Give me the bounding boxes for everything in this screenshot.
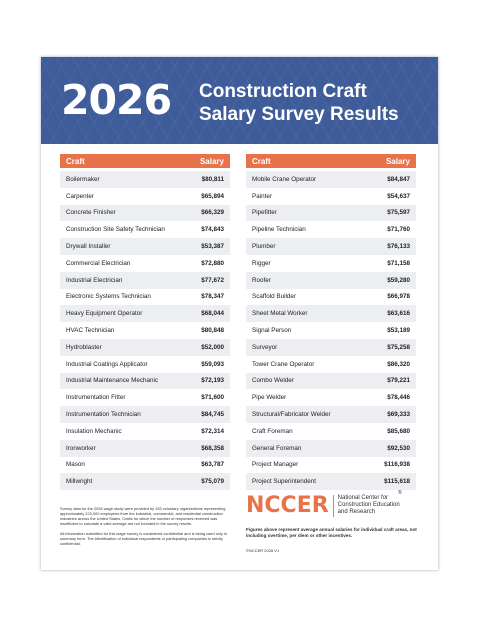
salary-cell: $66,978 (387, 293, 410, 301)
salary-cell: $86,320 (387, 360, 410, 368)
table-header (60, 154, 230, 168)
table-row (246, 389, 416, 406)
craft-cell: Craft Foreman (252, 427, 293, 435)
salary-cell: $63,787 (201, 461, 224, 469)
table-row (60, 389, 230, 406)
salary-cell: $78,446 (387, 394, 410, 402)
salary-cell: $116,938 (384, 461, 410, 469)
org-line-2: Construction Education (337, 502, 400, 508)
table-row (246, 289, 416, 306)
table-row (60, 356, 230, 373)
craft-cell: Industrial Coatings Applicator (66, 360, 148, 368)
confidentiality-note: All information submitted for this wage survey is considered confidential and is being used only in summary form. The identification of individual respondents or participating companies is strictly confidential. (60, 531, 227, 546)
salary-cell: $84,745 (201, 411, 224, 419)
salary-cell: $79,221 (387, 377, 410, 385)
salary-cell: $71,158 (387, 259, 410, 267)
table-row (246, 473, 416, 490)
table-row (60, 440, 230, 457)
table-row (60, 188, 230, 205)
craft-cell: Instrumentation Technician (66, 411, 141, 419)
salary-cell: $72,193 (201, 377, 224, 385)
craft-cell: Scaffold Builder (252, 293, 296, 301)
craft-cell: Electronic Systems Technician (66, 293, 151, 301)
craft-cell: Boilermaker (66, 175, 100, 183)
table-row (60, 305, 230, 322)
craft-column-header: Craft (252, 156, 271, 166)
craft-cell: Rigger (252, 259, 271, 267)
table-row (246, 457, 416, 474)
salary-column-header: Salary (385, 156, 410, 166)
craft-cell: Project Manager (252, 461, 299, 469)
craft-cell: Roofer (252, 276, 271, 284)
table-row (60, 423, 230, 440)
salary-cell: $80,811 (201, 175, 224, 183)
craft-cell: Industrial Electrician (66, 276, 123, 284)
craft-cell: Ironworker (66, 444, 96, 452)
table-row (60, 473, 230, 490)
salary-cell: $68,358 (201, 444, 224, 452)
craft-cell: Signal Person (252, 327, 292, 335)
salary-cell: $78,347 (201, 293, 224, 301)
org-line-3: and Research (337, 509, 376, 515)
craft-cell: Pipefitter (252, 209, 277, 217)
salary-cell: $75,079 (201, 478, 224, 486)
salary-cell: $69,333 (387, 411, 410, 419)
header-banner (41, 57, 438, 144)
table-row (60, 373, 230, 390)
craft-column-header: Craft (66, 156, 85, 166)
survey-year: 2026 (61, 76, 172, 124)
salary-cell: $76,133 (387, 243, 410, 251)
survey-methodology-note: Survey data for the 2026 wage study were provided by 153 voluntary organizations representing approximately 223,000 employees from the industrial, commercial, and residential construction industries across the United States. Crafts for which the number of responses received was insufficient to calculate a valid average are not included in the survey results. (60, 506, 226, 526)
salary-cell: $75,597 (387, 209, 410, 217)
craft-cell: Combo Welder (252, 377, 294, 385)
table-row (246, 305, 416, 322)
nccer-logo (246, 493, 418, 518)
salary-column-header: Salary (199, 156, 224, 166)
registered-mark: ® (398, 490, 402, 496)
salary-table-left (60, 154, 230, 490)
salary-cell: $92,530 (387, 444, 410, 452)
title-line-2: Salary Survey Results (199, 104, 399, 125)
salary-cell: $75,258 (387, 343, 410, 351)
salary-cell: $74,843 (201, 226, 224, 234)
craft-cell: Commercial Electrician (66, 259, 131, 267)
salary-cell: $68,044 (201, 310, 224, 318)
nccer-logo-mark: NCCER (246, 493, 329, 518)
table-row (60, 457, 230, 474)
salary-cell: $71,600 (201, 394, 224, 402)
table-body (60, 171, 230, 490)
craft-cell: Mobile Crane Operator (252, 175, 317, 183)
table-row (246, 205, 416, 222)
salary-table-right (246, 154, 416, 490)
table-row (246, 440, 416, 457)
copyright: ©NCCER 2026 V1 (246, 548, 280, 553)
table-row (246, 171, 416, 188)
table-header (246, 154, 416, 168)
salary-cell: $115,618 (384, 478, 410, 486)
craft-cell: General Foreman (252, 444, 302, 452)
craft-cell: Plumber (252, 243, 276, 251)
craft-cell: Instrumentation Fitter (66, 394, 126, 402)
table-row (246, 221, 416, 238)
salary-cell: $85,680 (387, 427, 410, 435)
table-row (246, 406, 416, 423)
salary-cell: $71,760 (387, 226, 410, 234)
salary-cell: $53,387 (201, 243, 224, 251)
org-line-1: National Center for (337, 495, 389, 501)
craft-cell: Hydroblaster (66, 343, 102, 351)
table-row (60, 272, 230, 289)
craft-cell: Construction Site Safety Technician (66, 226, 165, 234)
craft-cell: Structural/Fabricator Welder (252, 411, 331, 419)
table-row (246, 238, 416, 255)
organization-name (338, 495, 418, 516)
craft-cell: Tower Crane Operator (252, 360, 315, 368)
craft-cell: Project Superintendent (252, 478, 317, 486)
table-body (246, 171, 416, 490)
table-row (246, 373, 416, 390)
salary-cell: $63,616 (387, 310, 410, 318)
salary-cell: $77,672 (201, 276, 224, 284)
table-row (60, 406, 230, 423)
table-row (60, 255, 230, 272)
salary-cell: $84,847 (387, 175, 410, 183)
craft-cell: Pipeline Technician (252, 226, 306, 234)
table-row (246, 322, 416, 339)
salary-cell: $72,880 (201, 259, 224, 267)
craft-cell: Insulation Mechanic (66, 427, 122, 435)
salary-cell: $52,000 (201, 343, 224, 351)
salary-cell: $59,093 (201, 360, 224, 368)
table-row (246, 356, 416, 373)
salary-cell: $72,314 (201, 427, 224, 435)
craft-cell: Concrete Finisher (66, 209, 116, 217)
craft-cell: Carpenter (66, 192, 95, 200)
craft-cell: Painter (252, 192, 272, 200)
table-row (60, 171, 230, 188)
table-row (246, 255, 416, 272)
table-row (60, 205, 230, 222)
salary-cell: $59,280 (387, 276, 410, 284)
craft-cell: Millwright (66, 478, 93, 486)
table-row (60, 339, 230, 356)
craft-cell: HVAC Technician (66, 327, 115, 335)
craft-cell: Surveyor (252, 343, 278, 351)
salary-cell: $54,637 (387, 192, 410, 200)
logo-divider (333, 495, 334, 517)
figures-note: Figures above represent average annual salaries for individual craft areas, not including overtime, per diem or other incentives. (246, 527, 417, 538)
salary-cell: $80,848 (201, 327, 224, 335)
salary-cell: $53,189 (387, 327, 410, 335)
salary-cell: $66,329 (201, 209, 224, 217)
table-row (246, 423, 416, 440)
table-row (246, 339, 416, 356)
craft-cell: Pipe Welder (252, 394, 287, 402)
table-row (60, 238, 230, 255)
craft-cell: Sheet Metal Worker (252, 310, 308, 318)
table-row (60, 289, 230, 306)
craft-cell: Mason (66, 461, 85, 469)
table-row (60, 221, 230, 238)
title-line-1: Construction Craft (199, 81, 367, 102)
craft-cell: Drywall Installer (66, 243, 111, 251)
table-row (246, 188, 416, 205)
table-row (60, 322, 230, 339)
salary-cell: $65,894 (201, 192, 224, 200)
craft-cell: Heavy Equipment Operator (66, 310, 143, 318)
craft-cell: Industrial Maintenance Mechanic (66, 377, 159, 385)
table-row (246, 272, 416, 289)
salary-survey-sheet (41, 57, 438, 570)
